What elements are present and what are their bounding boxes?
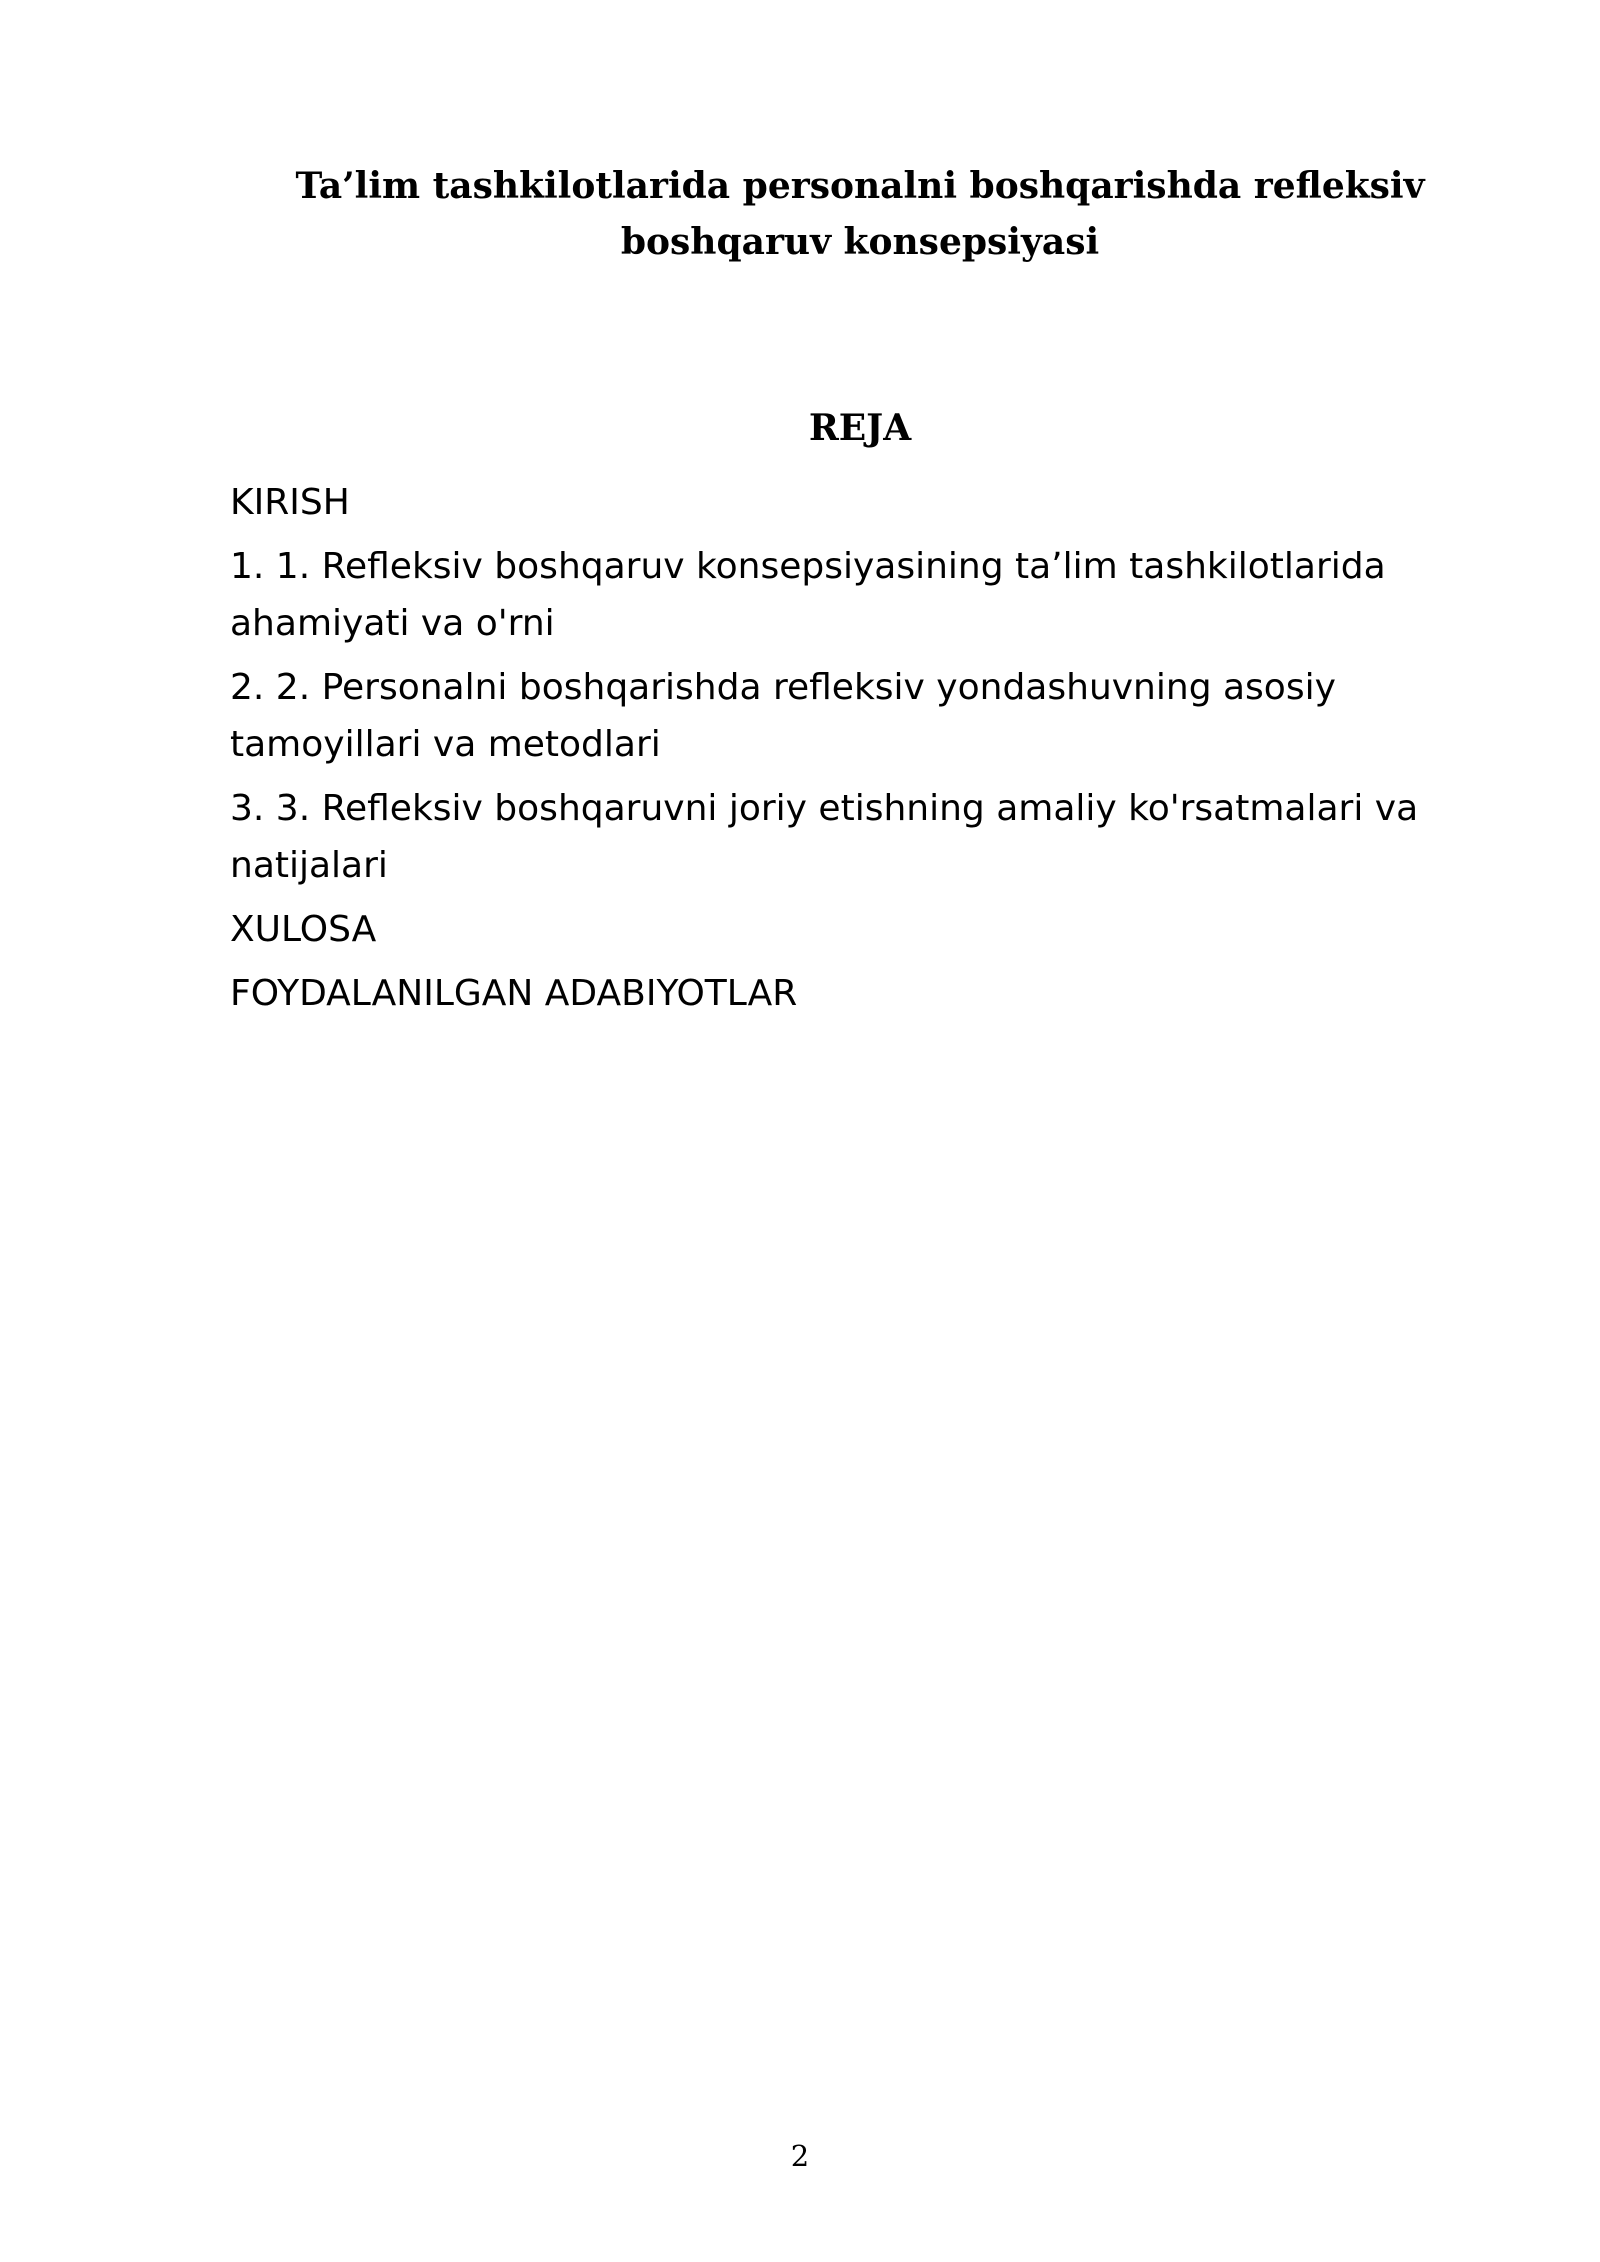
toc-item-references: FOYDALANILGAN ADABIYOTLAR	[230, 973, 798, 1014]
toc-item-section-3: 3. 3. Refleksiv boshqaruvni joriy etishning amaliy ko'rsatmalari va natijalari	[230, 788, 1419, 886]
plan-heading: REJA	[808, 407, 912, 449]
toc-item-section-1: 1. 1. Refleksiv boshqaruv konsepsiyasining ta’lim tashkilotlarida ahamiyati va o'rni	[230, 546, 1386, 644]
table-of-contents	[230, 474, 1490, 1029]
toc-item-introduction: KIRISH	[230, 482, 350, 523]
page-number: 2	[790, 2139, 810, 2173]
document-title: Ta’lim tashkilotlarida personalni boshqarishda refleksiv boshqaruv konsepsiyasi	[295, 165, 1425, 263]
toc-item-conclusion: XULOSA	[230, 909, 377, 950]
toc-item-section-2: 2. 2. Personalni boshqarishda refleksiv yondashuvning asosiy tamoyillari va metodlari	[230, 667, 1336, 765]
